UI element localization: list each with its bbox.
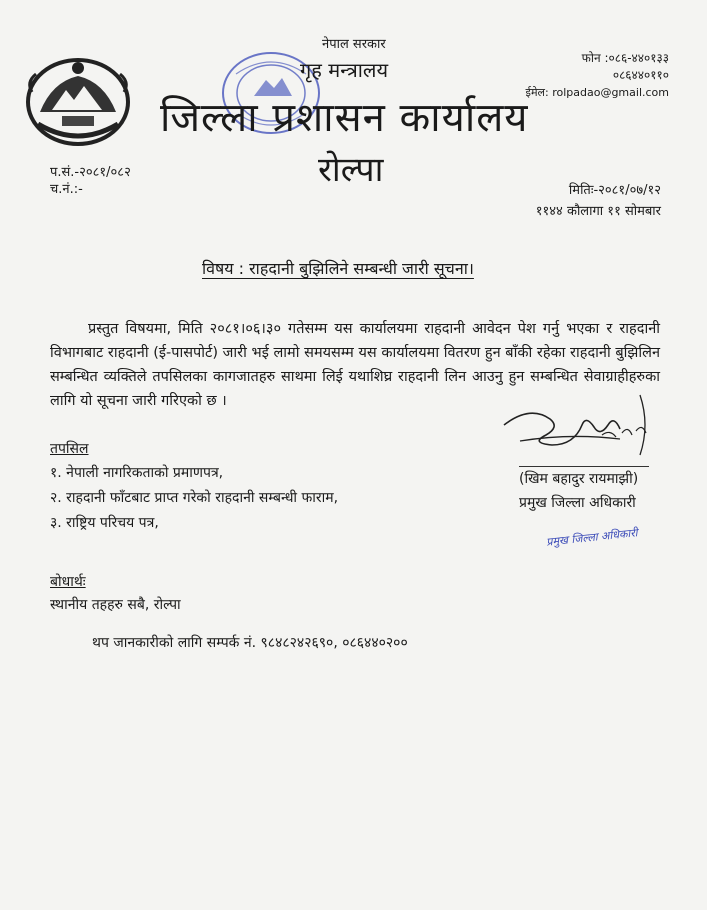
list-item: १. नेपाली नागरिकताको प्रमाणपत्र,: [50, 465, 224, 481]
chalani-number: च.नं.:-: [50, 182, 83, 197]
date-block: [536, 180, 661, 222]
government-label: नेपाल सरकार: [322, 37, 386, 52]
email-address[interactable]: rolpadao@gmail.com: [552, 86, 669, 99]
signature-line: [519, 466, 649, 467]
notice-body: प्रस्तुत विषयमा, मिति २०८१।०६।३० गतेसम्म यस कार्यालयमा राहदानी आवेदन पेश गर्नु भएका र राहदानी विभागबाट राहदानी (ई-पासपोर्ट) जारी भई लामो समयसम्म यस कार्यालयमा वितरण हुन बाँकी रहेका राहदानी बुझिलिन सम्बन्धित व्यक्तिले तपसिलका कागजातहरु साथमा लिई यथाशिघ्र राहदानी लिन आउनु हुन सम्बन्धित सेवाग्राहीहरुका लागि यो सूचना जारी गरिएको छ ।: [50, 321, 660, 409]
signatory-name: (खिम बहादुर रायमाझी): [519, 471, 639, 487]
phone-label: फोन :: [581, 51, 609, 65]
reference-block: [50, 164, 131, 198]
email-line: [526, 84, 669, 101]
office-title: जिल्ला प्रशासन कार्यालय: [160, 95, 529, 141]
date-bs: मितिः-२०८१/०७/१२: [568, 183, 661, 198]
cc-recipients: स्थानीय तहहरु सबै, रोल्पा: [50, 597, 181, 613]
signature-icon: [490, 385, 670, 475]
signatory-stamp: प्रमुख जिल्ला अधिकारी: [545, 526, 639, 549]
email-label: ईमेल:: [525, 86, 549, 99]
district-title: रोल्पा: [318, 150, 384, 190]
signatory-title: प्रमुख जिल्ला अधिकारी: [519, 495, 636, 511]
date-nepal-sambat: ११४४ कौलागा ११ सोमबार: [535, 204, 661, 219]
subject-line: विषय : राहदानी बुझिलिने सम्बन्धी जारी सूचना।: [202, 259, 474, 278]
ministry-label: गृह मन्त्रालय: [300, 58, 389, 82]
list-item: ३. राष्ट्रिय परिचय पत्र,: [50, 515, 159, 531]
list-item: २. राहदानी फाँटबाट प्राप्त गरेको राहदानी सम्बन्धी फाराम,: [50, 490, 339, 506]
phone-number-1: ०८६-४४०१३३: [608, 51, 669, 65]
patra-sankhya: प.सं.-२०८१/०८२: [50, 165, 131, 180]
cc-title: बोधार्थः: [50, 574, 86, 590]
phone-number-2: ०८६४४०११०: [612, 68, 669, 82]
nepal-emblem-icon: [22, 52, 134, 148]
phone-line-1: [526, 50, 669, 67]
contact-block: [526, 50, 669, 101]
contact-info-line: थप जानकारीको लागि सम्पर्क नं. ९८४८२४२६९०, ०८६४४०२००: [92, 635, 408, 651]
list-title: तपसिल: [50, 441, 89, 457]
